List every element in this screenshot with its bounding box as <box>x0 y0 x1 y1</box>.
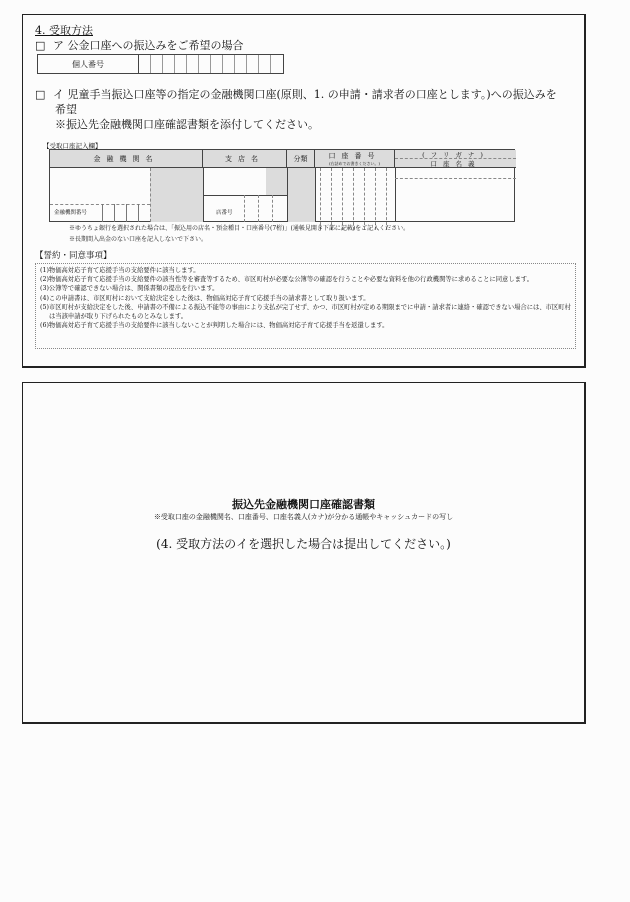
my-number-digit-cell[interactable] <box>151 55 163 73</box>
digit-cell[interactable] <box>272 195 286 222</box>
digit-cell[interactable] <box>138 204 150 222</box>
my-number-digit-cell[interactable] <box>247 55 259 73</box>
divider <box>315 168 316 222</box>
agreement-title: 【誓約・同意事項】 <box>35 251 112 261</box>
digit-cell[interactable] <box>114 204 126 222</box>
my-number-digit-cell[interactable] <box>223 55 235 73</box>
digit-cell[interactable] <box>102 204 114 222</box>
account-number-cells[interactable] <box>320 168 397 230</box>
option-b-checkbox[interactable]: □ <box>35 88 46 101</box>
my-number-digit-cell[interactable] <box>199 55 211 73</box>
header-furigana: (フリガナ) <box>395 150 516 159</box>
branch-grey-area <box>266 168 287 195</box>
header-bank-name: 金融機関名 <box>50 150 203 168</box>
my-number-digit-cell[interactable] <box>271 55 283 73</box>
agreement-item: (3)公簿等で確認できない場合は、関係書類の提出を行います。 <box>40 285 219 293</box>
attachment-title: 振込先金融機関口座確認書類 <box>232 498 375 511</box>
header-account-holder: 口座名義 <box>395 159 516 168</box>
option-b-note: ※振込先金融機関口座確認書類を添付してください。 <box>55 118 319 131</box>
agreement-item: (1)物価高対応子育て応援手当の支給要件に該当します。 <box>40 267 200 274</box>
furigana-input[interactable] <box>395 168 516 178</box>
header-account-number-label: 口座番号 <box>328 151 381 160</box>
bank-account-table <box>49 149 515 222</box>
section-title: 4. 受取方法 <box>35 24 93 37</box>
branch-name-input[interactable] <box>203 168 266 195</box>
agreement-item: (2)物価高対応子育て応援手当の支給要件の該当性等を審査等するため、市区町村が必要な公簿等の確認を行うことや必要な資料を他の行政機関等に求めることに同意します。 <box>40 276 534 284</box>
option-a-label: ア 公金口座への振込みをご希望の場合 <box>53 39 244 52</box>
header-account-number-note: (右詰めでお書きください。) <box>328 160 381 166</box>
divider <box>287 168 288 222</box>
my-number-cells[interactable] <box>139 55 283 73</box>
my-number-field <box>37 54 284 74</box>
digit-cell[interactable] <box>244 195 258 222</box>
my-number-digit-cell[interactable] <box>259 55 271 73</box>
my-number-digit-cell[interactable] <box>187 55 199 73</box>
digit-cell[interactable] <box>386 168 397 230</box>
type-field[interactable] <box>287 168 315 222</box>
my-number-digit-cell[interactable] <box>235 55 247 73</box>
bank-name-input[interactable] <box>50 168 150 204</box>
digit-cell[interactable] <box>126 204 138 222</box>
digit-cell[interactable] <box>331 168 342 230</box>
my-number-label: 個人番号 <box>38 55 139 73</box>
digit-cell[interactable] <box>320 168 331 230</box>
digit-cell[interactable] <box>353 168 364 230</box>
bank-code-cells[interactable] <box>102 204 150 222</box>
bank-table-caption: 【受取口座記入欄】 <box>43 142 102 150</box>
divider <box>150 168 151 222</box>
my-number-digit-cell[interactable] <box>139 55 151 73</box>
branch-code-cells[interactable] <box>244 195 286 222</box>
my-number-digit-cell[interactable] <box>163 55 175 73</box>
digit-cell[interactable] <box>342 168 353 230</box>
agreement-item: (5)市区町村が支給決定をした後、申請書の不備による振込不能等の事由により支払が完了せず、かつ、市区町村が定める期限までに申請・請求者に連絡・確認できない場合には、市区町村は当該申請が取り下げられたものとみなします。 <box>40 303 571 321</box>
digit-cell[interactable] <box>375 168 386 230</box>
attachment-area <box>22 382 586 724</box>
bank-note-2: ※長期間入出金のない口座を記入しないで下さい。 <box>69 236 208 243</box>
option-b[interactable] <box>35 87 580 132</box>
branch-code-label: 店番号 <box>216 210 233 216</box>
account-holder-input[interactable] <box>395 179 516 222</box>
divider <box>395 178 516 179</box>
my-number-digit-cell[interactable] <box>211 55 223 73</box>
bank-note-1: ※ゆうちょ銀行を選択された場合は、「振込用の店名・預金種目・口座番号(7桁)」(通帳見開き下部に記載)をご記入ください。 <box>69 225 410 232</box>
digit-cell[interactable] <box>258 195 272 222</box>
option-b-label-cont: 希望 <box>55 103 77 116</box>
receiving-method-section <box>22 14 586 368</box>
agreement-box <box>35 263 576 349</box>
option-a[interactable] <box>35 38 244 53</box>
header-branch-name: 支店名 <box>203 150 287 168</box>
option-a-checkbox[interactable]: □ <box>35 39 46 52</box>
bank-grey-area <box>150 168 203 222</box>
my-number-digit-cell[interactable] <box>175 55 187 73</box>
attachment-instruction: (4. 受取方法のイを選択した場合は提出してください。) <box>156 537 451 551</box>
agreement-item: (6)物価高対応子育て応援手当の支給要件に該当しないことが判明した場合には、物価高対応子育て応援手当を返還します。 <box>40 322 389 330</box>
option-b-label: イ 児童手当振込口座等の指定の金融機関口座(原則、1. の申請・請求者の口座とします。)への振込みを <box>53 88 557 101</box>
header-account-number <box>315 150 395 168</box>
header-type: 分類 <box>287 150 315 168</box>
attachment-subtitle: ※受取口座の金融機関名、口座番号、口座名義人(カナ)が分かる通帳やキャッシュカードの写し <box>153 513 454 521</box>
digit-cell[interactable] <box>364 168 375 230</box>
agreement-item: (4)この申請書は、市区町村において支給決定をした後は、物価高対応子育て応援手当の請求書として取り扱います。 <box>40 294 370 302</box>
bank-code-label: 金融機関番号 <box>54 210 88 216</box>
